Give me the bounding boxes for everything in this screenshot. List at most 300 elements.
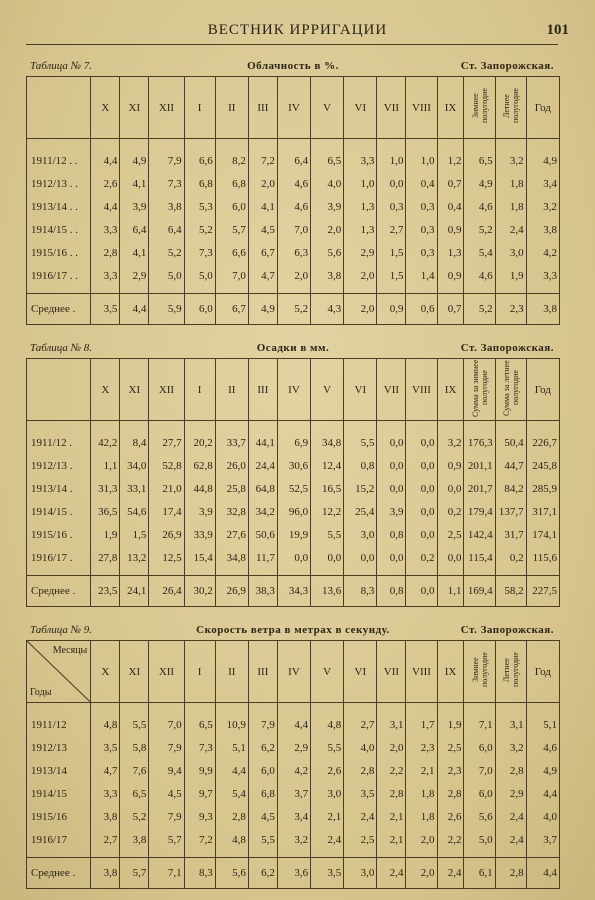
mean-value-cell: 6,0 [184, 294, 215, 325]
mean-value-cell: 6,7 [215, 294, 248, 325]
value-cell: 54,6 [120, 500, 149, 523]
value-cell: 3,7 [277, 782, 310, 805]
value-cell: 8,4 [120, 421, 149, 455]
mean-value-cell: 0,8 [377, 576, 406, 607]
value-cell: 6,8 [215, 172, 248, 195]
month-header: VII [377, 641, 406, 703]
value-cell: 6,5 [184, 703, 215, 737]
value-cell: 2,7 [91, 828, 120, 858]
value-cell: 2,9 [495, 782, 526, 805]
mean-value-cell: 5,6 [215, 858, 248, 889]
year-header: Год [526, 641, 559, 703]
value-cell: 6,6 [215, 241, 248, 264]
value-cell: 3,2 [437, 421, 464, 455]
mean-value-cell: 227,5 [526, 576, 559, 607]
value-cell: 0,8 [344, 454, 377, 477]
value-cell: 317,1 [526, 500, 559, 523]
value-cell: 2,5 [437, 523, 464, 546]
value-cell: 5,4 [215, 782, 248, 805]
mean-value-cell: 13,6 [311, 576, 344, 607]
month-header: I [184, 641, 215, 703]
mean-value-cell: 169,4 [464, 576, 495, 607]
data-table [26, 76, 560, 325]
table-row [27, 782, 560, 805]
value-cell: 6,4 [149, 218, 184, 241]
value-cell: 4,7 [91, 759, 120, 782]
month-header: I [184, 77, 215, 139]
value-cell: 3,4 [277, 805, 310, 828]
value-cell: 0,0 [437, 546, 464, 576]
value-cell: 2,7 [344, 703, 377, 737]
year-cell: 1911/12 . [27, 421, 91, 455]
value-cell: 4,9 [526, 759, 559, 782]
value-cell: 3,2 [495, 139, 526, 173]
value-cell: 3,3 [91, 218, 120, 241]
value-cell: 2,4 [311, 828, 344, 858]
halfyear-header-text: Зимнее полугодие [470, 652, 489, 688]
year-cell: 1916/17 [27, 828, 91, 858]
value-cell: 0,0 [377, 454, 406, 477]
mean-value-cell: 2,4 [437, 858, 464, 889]
value-cell: 7,9 [149, 805, 184, 828]
value-cell: 5,0 [149, 264, 184, 294]
value-cell: 9,3 [184, 805, 215, 828]
value-cell: 5,2 [464, 218, 495, 241]
value-cell: 2,0 [406, 828, 437, 858]
value-cell: 7,1 [464, 703, 495, 737]
month-header: VI [344, 359, 377, 421]
value-cell: 12,4 [311, 454, 344, 477]
table-row [27, 759, 560, 782]
table-row [27, 195, 560, 218]
value-cell: 3,2 [495, 736, 526, 759]
value-cell: 174,1 [526, 523, 559, 546]
table-block-9 [26, 624, 560, 889]
value-cell: 6,2 [248, 736, 277, 759]
year-cell: 1911/12 . . [27, 139, 91, 173]
value-cell: 9,7 [184, 782, 215, 805]
table-label: Таблица № 7. [30, 60, 93, 72]
value-cell: 2,5 [437, 736, 464, 759]
value-cell: 6,4 [120, 218, 149, 241]
mean-value-cell: 3,6 [277, 858, 310, 889]
value-cell: 6,9 [277, 421, 310, 455]
value-cell: 2,2 [377, 759, 406, 782]
value-cell: 13,2 [120, 546, 149, 576]
value-cell: 285,9 [526, 477, 559, 500]
value-cell: 1,3 [344, 218, 377, 241]
value-cell: 7,0 [149, 703, 184, 737]
mean-value-cell: 8,3 [184, 858, 215, 889]
mean-value-cell: 2,0 [406, 858, 437, 889]
month-header: IX [437, 77, 464, 139]
month-header: IV [277, 77, 310, 139]
mean-value-cell: 6,1 [464, 858, 495, 889]
value-cell: 142,4 [464, 523, 495, 546]
mean-value-cell: 2,8 [495, 858, 526, 889]
mean-value-cell: 6,2 [248, 858, 277, 889]
mean-value-cell: 26,9 [215, 576, 248, 607]
value-cell: 4,6 [464, 264, 495, 294]
table-station: Ст. Запорожская. [460, 60, 554, 72]
mean-value-cell: 58,2 [495, 576, 526, 607]
value-cell: 6,0 [248, 759, 277, 782]
table-row [27, 264, 560, 294]
table-title: Осадки в мм. [256, 342, 330, 354]
value-cell: 52,8 [149, 454, 184, 477]
table-row [27, 703, 560, 737]
value-cell: 33,1 [120, 477, 149, 500]
halfyear-header-text: Сумма за зимнее полугодие [470, 359, 489, 417]
month-header: II [215, 359, 248, 421]
month-header: X [91, 641, 120, 703]
year-cell: 1915/16 . [27, 523, 91, 546]
value-cell: 137,7 [495, 500, 526, 523]
value-cell: 6,8 [248, 782, 277, 805]
table-row [27, 546, 560, 576]
table-title: Скорость ветра в метрах в секунду. [196, 624, 390, 636]
value-cell: 5,5 [311, 523, 344, 546]
value-cell: 2,2 [437, 828, 464, 858]
table-label: Таблица № 8. [30, 342, 93, 354]
value-cell: 3,9 [120, 195, 149, 218]
value-cell: 2,6 [437, 805, 464, 828]
month-header: VII [377, 77, 406, 139]
value-cell: 2,8 [377, 782, 406, 805]
year-cell: 1915/16 . . [27, 241, 91, 264]
value-cell: 4,1 [248, 195, 277, 218]
value-cell: 4,0 [311, 172, 344, 195]
month-header: I [184, 359, 215, 421]
halfyear-header [464, 641, 495, 703]
month-header: XII [149, 359, 184, 421]
value-cell: 0,3 [406, 195, 437, 218]
value-cell: 50,6 [248, 523, 277, 546]
table-caption [26, 60, 560, 76]
value-cell: 1,9 [437, 703, 464, 737]
halfyear-header-text: Летнее полугодие [501, 652, 520, 688]
month-header: III [248, 641, 277, 703]
value-cell: 6,6 [184, 139, 215, 173]
value-cell: 1,2 [437, 139, 464, 173]
value-cell: 19,9 [277, 523, 310, 546]
value-cell: 0,9 [437, 264, 464, 294]
table-row [27, 477, 560, 500]
mean-value-cell: 4,4 [526, 858, 559, 889]
value-cell: 7,6 [120, 759, 149, 782]
value-cell: 96,0 [277, 500, 310, 523]
value-cell: 2,6 [311, 759, 344, 782]
table-row [27, 828, 560, 858]
table-station: Ст. Запорожская. [460, 342, 554, 354]
value-cell: 6,3 [277, 241, 310, 264]
value-cell: 5,5 [311, 736, 344, 759]
value-cell: 4,9 [120, 139, 149, 173]
value-cell: 2,0 [248, 172, 277, 195]
month-header: IX [437, 641, 464, 703]
value-cell: 4,6 [464, 195, 495, 218]
value-cell: 4,1 [120, 241, 149, 264]
table-row [27, 218, 560, 241]
value-cell: 2,1 [311, 805, 344, 828]
value-cell: 2,5 [344, 828, 377, 858]
value-cell: 3,9 [311, 195, 344, 218]
month-header: XII [149, 77, 184, 139]
value-cell: 5,5 [120, 703, 149, 737]
value-cell: 5,2 [149, 241, 184, 264]
value-cell: 32,8 [215, 500, 248, 523]
value-cell: 2,4 [344, 805, 377, 828]
value-cell: 1,8 [495, 172, 526, 195]
value-cell: 115,6 [526, 546, 559, 576]
halfyear-header-text: Сумма за летнее полугодие [501, 360, 520, 416]
value-cell: 0,0 [311, 546, 344, 576]
value-cell: 4,8 [215, 828, 248, 858]
mean-value-cell: 2,0 [344, 294, 377, 325]
value-cell: 5,6 [311, 241, 344, 264]
value-cell: 0,3 [377, 195, 406, 218]
value-cell: 6,0 [215, 195, 248, 218]
value-cell: 4,7 [248, 264, 277, 294]
value-cell: 0,7 [437, 172, 464, 195]
value-cell: 5,1 [526, 703, 559, 737]
value-cell: 2,0 [277, 264, 310, 294]
value-cell: 3,8 [149, 195, 184, 218]
mean-value-cell: 4,9 [248, 294, 277, 325]
running-title: ВЕСТНИК ИРРИГАЦИИ [207, 22, 388, 38]
value-cell: 201,7 [464, 477, 495, 500]
value-cell: 4,5 [149, 782, 184, 805]
value-cell: 1,1 [91, 454, 120, 477]
month-header: VI [344, 77, 377, 139]
table-row [27, 454, 560, 477]
value-cell: 6,4 [277, 139, 310, 173]
value-cell: 179,4 [464, 500, 495, 523]
value-cell: 12,2 [311, 500, 344, 523]
value-cell: 33,7 [215, 421, 248, 455]
table-station: Ст. Запорожская. [460, 624, 554, 636]
value-cell: 31,7 [495, 523, 526, 546]
value-cell: 6,7 [248, 241, 277, 264]
year-cell: 1916/17 . . [27, 264, 91, 294]
value-cell: 2,8 [495, 759, 526, 782]
value-cell: 7,2 [248, 139, 277, 173]
value-cell: 5,0 [464, 828, 495, 858]
corner-years-label: Годы [30, 687, 52, 698]
value-cell: 4,0 [344, 736, 377, 759]
value-cell: 245,8 [526, 454, 559, 477]
value-cell: 9,4 [149, 759, 184, 782]
value-cell: 52,5 [277, 477, 310, 500]
value-cell: 11,7 [248, 546, 277, 576]
value-cell: 84,2 [495, 477, 526, 500]
year-cell: 1914/15 [27, 782, 91, 805]
value-cell: 0,0 [377, 477, 406, 500]
value-cell: 1,5 [120, 523, 149, 546]
value-cell: 5,4 [464, 241, 495, 264]
value-cell: 6,5 [311, 139, 344, 173]
halfyear-header [495, 77, 526, 139]
year-cell: 1911/12 [27, 703, 91, 737]
value-cell: 5,7 [149, 828, 184, 858]
value-cell: 5,3 [184, 195, 215, 218]
mean-value-cell: 5,9 [149, 294, 184, 325]
year-cell: 1916/17 . [27, 546, 91, 576]
value-cell: 64,8 [248, 477, 277, 500]
value-cell: 5,6 [464, 805, 495, 828]
month-header: X [91, 359, 120, 421]
value-cell: 0,8 [377, 523, 406, 546]
value-cell: 5,0 [184, 264, 215, 294]
halfyear-header [495, 359, 526, 421]
value-cell: 0,0 [406, 421, 437, 455]
mean-value-cell: 4,3 [311, 294, 344, 325]
corner-cell [27, 641, 91, 703]
value-cell: 226,7 [526, 421, 559, 455]
value-cell: 3,0 [344, 523, 377, 546]
value-cell: 1,4 [406, 264, 437, 294]
value-cell: 2,1 [406, 759, 437, 782]
value-cell: 4,8 [311, 703, 344, 737]
value-cell: 0,2 [495, 546, 526, 576]
data-table [26, 358, 560, 607]
value-cell: 2,0 [344, 264, 377, 294]
value-cell: 1,0 [377, 139, 406, 173]
value-cell: 0,2 [437, 500, 464, 523]
value-cell: 33,9 [184, 523, 215, 546]
value-cell: 0,3 [406, 241, 437, 264]
value-cell: 6,0 [464, 736, 495, 759]
value-cell: 1,9 [495, 264, 526, 294]
value-cell: 1,7 [406, 703, 437, 737]
mean-row [27, 858, 560, 889]
value-cell: 7,3 [184, 241, 215, 264]
value-cell: 1,8 [406, 782, 437, 805]
value-cell: 0,0 [277, 546, 310, 576]
value-cell: 3,8 [526, 218, 559, 241]
value-cell: 4,9 [464, 172, 495, 195]
value-cell: 0,0 [344, 546, 377, 576]
value-cell: 3,3 [526, 264, 559, 294]
value-cell: 2,8 [344, 759, 377, 782]
value-cell: 17,4 [149, 500, 184, 523]
value-cell: 34,8 [311, 421, 344, 455]
month-header: VIII [406, 359, 437, 421]
value-cell: 7,3 [149, 172, 184, 195]
mean-value-cell: 0,7 [437, 294, 464, 325]
table-row [27, 139, 560, 173]
value-cell: 2,8 [215, 805, 248, 828]
halfyear-header-text: Зимнее полугодие [470, 88, 489, 124]
value-cell: 2,4 [495, 828, 526, 858]
mean-value-cell: 34,3 [277, 576, 310, 607]
mean-value-cell: 2,3 [495, 294, 526, 325]
value-cell: 0,0 [406, 500, 437, 523]
value-cell: 4,4 [526, 782, 559, 805]
value-cell: 2,8 [437, 782, 464, 805]
mean-row [27, 294, 560, 325]
month-header: V [311, 359, 344, 421]
value-cell: 4,4 [215, 759, 248, 782]
value-cell: 2,3 [406, 736, 437, 759]
value-cell: 2,4 [495, 218, 526, 241]
value-cell: 2,1 [377, 805, 406, 828]
corner-cell [27, 359, 91, 421]
corner-months-label: Месяцы [52, 645, 88, 656]
value-cell: 36,5 [91, 500, 120, 523]
value-cell: 3,7 [526, 828, 559, 858]
value-cell: 30,6 [277, 454, 310, 477]
mean-value-cell: 2,4 [377, 858, 406, 889]
value-cell: 5,2 [120, 805, 149, 828]
value-cell: 4,6 [277, 195, 310, 218]
month-header: II [215, 77, 248, 139]
table-block-8 [26, 342, 560, 607]
halfyear-header [495, 641, 526, 703]
value-cell: 21,0 [149, 477, 184, 500]
value-cell: 176,3 [464, 421, 495, 455]
value-cell: 5,7 [215, 218, 248, 241]
value-cell: 0,0 [406, 454, 437, 477]
value-cell: 0,4 [406, 172, 437, 195]
value-cell: 8,2 [215, 139, 248, 173]
value-cell: 7,0 [277, 218, 310, 241]
value-cell: 2,4 [495, 805, 526, 828]
value-cell: 0,9 [437, 454, 464, 477]
year-header: Год [526, 359, 559, 421]
value-cell: 2,9 [120, 264, 149, 294]
header-rule [26, 44, 558, 45]
value-cell: 0,2 [406, 546, 437, 576]
value-cell: 6,5 [464, 139, 495, 173]
year-cell: 1912/13 . . [27, 172, 91, 195]
value-cell: 1,3 [344, 195, 377, 218]
month-header: IV [277, 641, 310, 703]
value-cell: 10,9 [215, 703, 248, 737]
value-cell: 26,0 [215, 454, 248, 477]
value-cell: 34,8 [215, 546, 248, 576]
mean-value-cell: 30,2 [184, 576, 215, 607]
value-cell: 3,3 [91, 782, 120, 805]
value-cell: 44,1 [248, 421, 277, 455]
month-header: XI [120, 359, 149, 421]
value-cell: 1,5 [377, 264, 406, 294]
mean-value-cell: 3,8 [526, 294, 559, 325]
month-header: VIII [406, 77, 437, 139]
mean-value-cell: 1,1 [437, 576, 464, 607]
value-cell: 2,0 [311, 218, 344, 241]
month-header: VI [344, 641, 377, 703]
value-cell: 1,0 [406, 139, 437, 173]
mean-value-cell: 23,5 [91, 576, 120, 607]
value-cell: 4,6 [277, 172, 310, 195]
value-cell: 25,4 [344, 500, 377, 523]
value-cell: 7,9 [248, 703, 277, 737]
value-cell: 62,8 [184, 454, 215, 477]
value-cell: 3,1 [377, 703, 406, 737]
value-cell: 15,4 [184, 546, 215, 576]
month-header: VII [377, 359, 406, 421]
value-cell: 9,9 [184, 759, 215, 782]
value-cell: 5,2 [184, 218, 215, 241]
value-cell: 34,2 [248, 500, 277, 523]
value-cell: 3,1 [495, 703, 526, 737]
table-title: Облачность в %. [247, 60, 339, 72]
mean-value-cell: 4,4 [120, 294, 149, 325]
mean-value-cell: 5,2 [277, 294, 310, 325]
table-block-7 [26, 60, 560, 325]
value-cell: 16,5 [311, 477, 344, 500]
